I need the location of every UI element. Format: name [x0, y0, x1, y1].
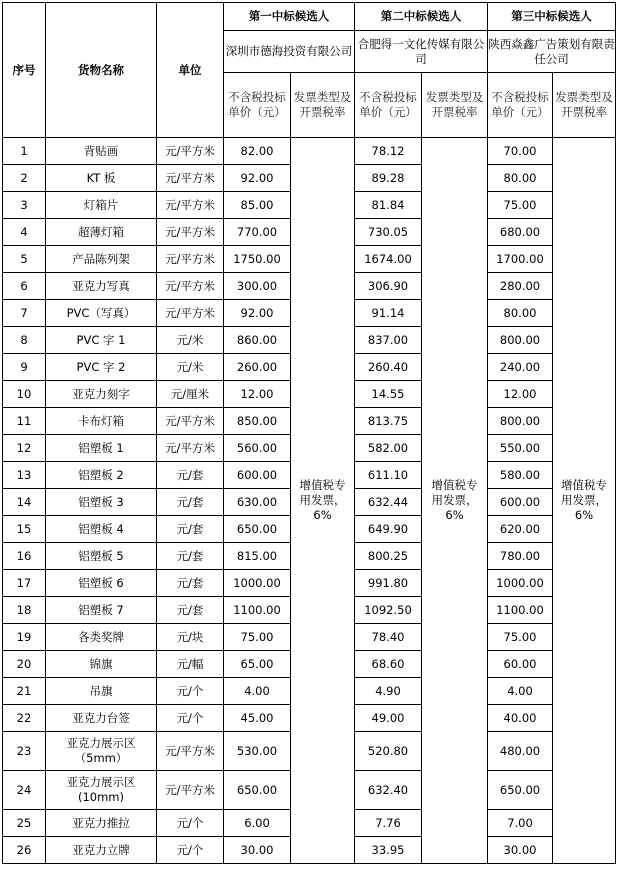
candidate-1-price: 6.00: [224, 810, 291, 837]
candidate-1-price: 65.00: [224, 651, 291, 678]
candidate-2-price: 582.00: [355, 435, 422, 462]
row-seq: 11: [3, 408, 46, 435]
candidate-3-price: 80.00: [488, 300, 553, 327]
row-seq: 25: [3, 810, 46, 837]
row-unit: 元/个: [157, 678, 224, 705]
row-item-name: 铝塑板 5: [46, 543, 157, 570]
candidate-3-price: 1100.00: [488, 597, 553, 624]
row-item-name: 亚克力刻字: [46, 381, 157, 408]
row-item-name: 铝塑板 4: [46, 516, 157, 543]
candidate-2-price: 632.44: [355, 489, 422, 516]
candidate-3-price: 80.00: [488, 165, 553, 192]
candidate-2-price: 260.40: [355, 354, 422, 381]
candidate-2-price: 991.80: [355, 570, 422, 597]
candidate-3-price: 7.00: [488, 810, 553, 837]
row-unit: 元/个: [157, 705, 224, 732]
candidate-1-price: 30.00: [224, 837, 291, 864]
row-seq: 26: [3, 837, 46, 864]
candidate-3-price: 60.00: [488, 651, 553, 678]
candidate-3-price: 1700.00: [488, 246, 553, 273]
row-unit: 元/平方米: [157, 192, 224, 219]
candidate-3-price: 40.00: [488, 705, 553, 732]
candidate-2-price: 91.14: [355, 300, 422, 327]
candidate-1-price: 530.00: [224, 732, 291, 771]
row-unit: 元/个: [157, 837, 224, 864]
candidate-1-price: 45.00: [224, 705, 291, 732]
row-seq: 16: [3, 543, 46, 570]
candidate-3-invoice-type: 增值税专用发票，6%: [553, 138, 616, 864]
candidate-3-price: 280.00: [488, 273, 553, 300]
table-body: [3, 138, 616, 864]
row-seq: 22: [3, 705, 46, 732]
candidate-3-price: 800.00: [488, 408, 553, 435]
candidate-1-price: 85.00: [224, 192, 291, 219]
candidate-2-company: 合肥得一文化传媒有限公司: [355, 31, 488, 73]
row-seq: 10: [3, 381, 46, 408]
candidate-2-price: 78.12: [355, 138, 422, 165]
row-seq: 8: [3, 327, 46, 354]
candidate-1-invoice-header: 发票类型及开票税率: [291, 73, 355, 138]
candidate-3-price: 1000.00: [488, 570, 553, 597]
candidate-3-price: 580.00: [488, 462, 553, 489]
row-item-name: 锦旗: [46, 651, 157, 678]
candidate-2-rank: 第二中标候选人: [355, 3, 488, 31]
candidate-2-price: 520.80: [355, 732, 422, 771]
row-item-name: 亚克力展示区(10mm): [46, 771, 157, 810]
table-row: [3, 138, 616, 165]
candidate-2-price: 68.60: [355, 651, 422, 678]
candidate-2-price: 730.05: [355, 219, 422, 246]
candidate-2-price: 14.55: [355, 381, 422, 408]
row-unit: 元/厘米: [157, 381, 224, 408]
row-item-name: 铝塑板 1: [46, 435, 157, 462]
candidate-1-company: 深圳市德海投资有限公司: [224, 31, 355, 73]
row-item-name: 亚克力展示区（5mm）: [46, 732, 157, 771]
candidate-2-price-header: 不含税投标单价（元）: [355, 73, 422, 138]
candidate-3-price: 75.00: [488, 624, 553, 651]
candidate-2-price: 306.90: [355, 273, 422, 300]
candidate-2-price: 33.95: [355, 837, 422, 864]
row-unit: 元/套: [157, 489, 224, 516]
candidate-1-invoice-type: 增值税专用发票，6%: [291, 138, 355, 864]
candidate-3-price: 800.00: [488, 327, 553, 354]
candidate-2-price: 1674.00: [355, 246, 422, 273]
candidate-1-price: 650.00: [224, 516, 291, 543]
candidate-3-price: 12.00: [488, 381, 553, 408]
candidate-3-company: 陕西焱鑫广告策划有限责任公司: [488, 31, 616, 73]
header-name: 货物名称: [46, 3, 157, 138]
candidate-3-price-header: 不含税投标单价（元）: [488, 73, 553, 138]
candidate-1-price: 1000.00: [224, 570, 291, 597]
candidate-1-price: 12.00: [224, 381, 291, 408]
candidate-3-price: 680.00: [488, 219, 553, 246]
row-seq: 13: [3, 462, 46, 489]
candidate-3-price: 650.00: [488, 771, 553, 810]
row-item-name: 超薄灯箱: [46, 219, 157, 246]
candidate-3-price: 30.00: [488, 837, 553, 864]
candidate-2-price: 89.28: [355, 165, 422, 192]
candidate-3-price: 70.00: [488, 138, 553, 165]
candidate-1-price: 560.00: [224, 435, 291, 462]
row-unit: 元/平方米: [157, 165, 224, 192]
candidate-2-invoice-header: 发票类型及开票税率: [422, 73, 488, 138]
row-seq: 3: [3, 192, 46, 219]
row-item-name: 灯箱片: [46, 192, 157, 219]
row-seq: 9: [3, 354, 46, 381]
row-item-name: 铝塑板 6: [46, 570, 157, 597]
row-seq: 21: [3, 678, 46, 705]
row-unit: 元/米: [157, 327, 224, 354]
candidate-3-price: 240.00: [488, 354, 553, 381]
candidate-1-price: 75.00: [224, 624, 291, 651]
candidate-2-price: 78.40: [355, 624, 422, 651]
candidate-2-price: 632.40: [355, 771, 422, 810]
row-item-name: PVC 字 1: [46, 327, 157, 354]
header-seq: 序号: [3, 3, 46, 138]
row-seq: 12: [3, 435, 46, 462]
row-unit: 元/米: [157, 354, 224, 381]
row-item-name: 亚克力写真: [46, 273, 157, 300]
row-item-name: 产品陈列架: [46, 246, 157, 273]
row-unit: 元/平方米: [157, 771, 224, 810]
candidate-3-price: 620.00: [488, 516, 553, 543]
candidate-1-price: 300.00: [224, 273, 291, 300]
candidate-2-price: 81.84: [355, 192, 422, 219]
row-item-name: 吊旗: [46, 678, 157, 705]
row-item-name: 铝塑板 7: [46, 597, 157, 624]
candidate-3-price: 550.00: [488, 435, 553, 462]
row-unit: 元/个: [157, 810, 224, 837]
candidate-2-invoice-type: 增值税专用发票，6%: [422, 138, 488, 864]
row-item-name: 亚克力立牌: [46, 837, 157, 864]
candidate-1-price: 815.00: [224, 543, 291, 570]
row-item-name: 亚克力台签: [46, 705, 157, 732]
row-item-name: 铝塑板 2: [46, 462, 157, 489]
row-unit: 元/平方米: [157, 246, 224, 273]
candidate-1-price: 92.00: [224, 165, 291, 192]
row-item-name: 卡布灯箱: [46, 408, 157, 435]
candidate-2-price: 7.76: [355, 810, 422, 837]
row-seq: 5: [3, 246, 46, 273]
candidate-1-price: 770.00: [224, 219, 291, 246]
row-unit: 元/平方米: [157, 408, 224, 435]
row-seq: 18: [3, 597, 46, 624]
row-seq: 15: [3, 516, 46, 543]
row-unit: 元/套: [157, 462, 224, 489]
row-item-name: 各类奖牌: [46, 624, 157, 651]
row-seq: 2: [3, 165, 46, 192]
row-seq: 4: [3, 219, 46, 246]
row-seq: 20: [3, 651, 46, 678]
row-item-name: KT 板: [46, 165, 157, 192]
candidate-1-price: 1100.00: [224, 597, 291, 624]
candidate-1-price-header: 不含税投标单价（元）: [224, 73, 291, 138]
candidate-3-price: 780.00: [488, 543, 553, 570]
row-seq: 23: [3, 732, 46, 771]
row-item-name: PVC（写真）: [46, 300, 157, 327]
row-seq: 14: [3, 489, 46, 516]
row-unit: 元/平方米: [157, 138, 224, 165]
header-unit: 单位: [157, 3, 224, 138]
row-unit: 元/平方米: [157, 273, 224, 300]
candidate-3-price: 4.00: [488, 678, 553, 705]
candidate-2-price: 649.90: [355, 516, 422, 543]
row-item-name: 亚克力推拉: [46, 810, 157, 837]
candidate-3-price: 480.00: [488, 732, 553, 771]
candidate-1-price: 82.00: [224, 138, 291, 165]
candidate-2-price: 611.10: [355, 462, 422, 489]
row-seq: 19: [3, 624, 46, 651]
candidate-2-price: 837.00: [355, 327, 422, 354]
candidate-2-price: 4.90: [355, 678, 422, 705]
row-unit: 元/套: [157, 543, 224, 570]
row-unit: 元/套: [157, 516, 224, 543]
candidate-2-price: 1092.50: [355, 597, 422, 624]
row-seq: 7: [3, 300, 46, 327]
candidate-2-price: 49.00: [355, 705, 422, 732]
candidate-1-price: 4.00: [224, 678, 291, 705]
candidate-1-price: 650.00: [224, 771, 291, 810]
candidate-1-price: 600.00: [224, 462, 291, 489]
row-seq: 17: [3, 570, 46, 597]
row-unit: 元/套: [157, 570, 224, 597]
candidate-1-price: 260.00: [224, 354, 291, 381]
row-unit: 元/平方米: [157, 300, 224, 327]
candidate-2-price: 800.25: [355, 543, 422, 570]
candidate-1-rank: 第一中标候选人: [224, 3, 355, 31]
row-seq: 6: [3, 273, 46, 300]
candidate-1-price: 92.00: [224, 300, 291, 327]
candidate-1-price: 630.00: [224, 489, 291, 516]
row-item-name: PVC 字 2: [46, 354, 157, 381]
candidate-3-price: 600.00: [488, 489, 553, 516]
candidate-3-price: 75.00: [488, 192, 553, 219]
candidate-1-price: 850.00: [224, 408, 291, 435]
row-unit: 元/平方米: [157, 732, 224, 771]
row-unit: 元/块: [157, 624, 224, 651]
row-seq: 1: [3, 138, 46, 165]
row-unit: 元/平方米: [157, 435, 224, 462]
candidate-3-rank: 第三中标候选人: [488, 3, 616, 31]
candidate-1-price: 1750.00: [224, 246, 291, 273]
row-item-name: 铝塑板 3: [46, 489, 157, 516]
row-unit: 元/幅: [157, 651, 224, 678]
candidate-1-price: 860.00: [224, 327, 291, 354]
row-item-name: 背贴画: [46, 138, 157, 165]
row-unit: 元/平方米: [157, 219, 224, 246]
row-unit: 元/套: [157, 597, 224, 624]
candidate-3-invoice-header: 发票类型及开票税率: [553, 73, 616, 138]
row-seq: 24: [3, 771, 46, 810]
candidate-2-price: 813.75: [355, 408, 422, 435]
bid-price-table: [2, 2, 616, 864]
